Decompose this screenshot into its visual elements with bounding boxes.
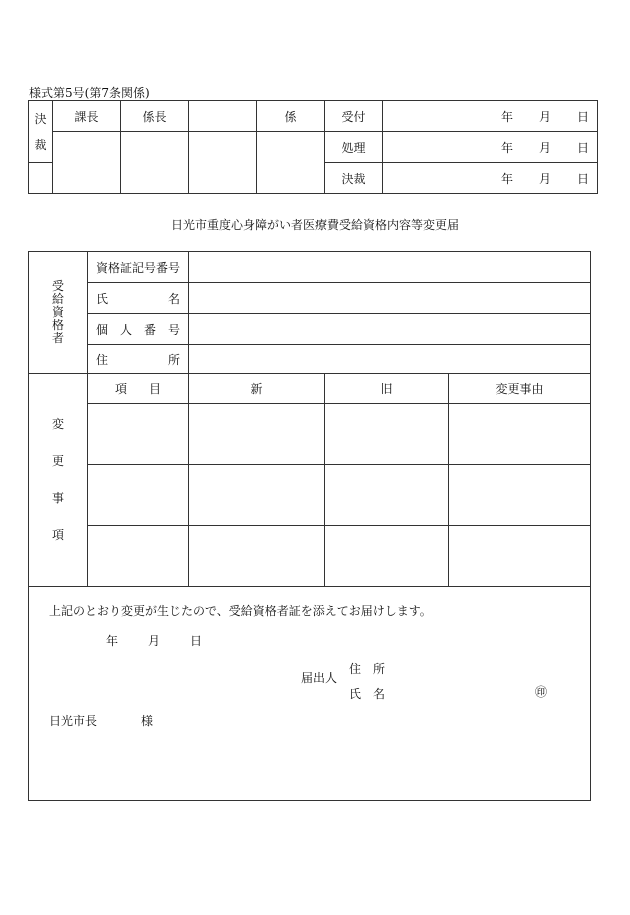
submitter-name-label: 氏 名: [349, 687, 386, 701]
cert-number-label: 資格証記号番号: [88, 252, 189, 283]
submitter-label: 届出人: [301, 671, 338, 685]
eligible-person-label: 受 給 資 格 者: [29, 252, 88, 374]
address-field[interactable]: [189, 345, 591, 374]
personal-number-field[interactable]: [189, 314, 591, 345]
received-date[interactable]: 年 月 日: [383, 101, 598, 132]
column-item: 項 目: [88, 374, 189, 404]
change-row-3-new[interactable]: [189, 526, 325, 587]
processed-date[interactable]: 年 月 日: [383, 132, 598, 163]
header-section-chief: 課長: [53, 101, 121, 132]
change-row-2-item[interactable]: [88, 465, 189, 526]
change-row-1-old[interactable]: [325, 404, 449, 465]
main-form-table: [28, 251, 591, 801]
form-number: 様式第5号(第7条関係): [29, 86, 150, 100]
column-reason: 変更事由: [449, 374, 591, 404]
change-row-3-reason[interactable]: [449, 526, 591, 587]
change-row-2-new[interactable]: [189, 465, 325, 526]
approval-side-label: 決 裁: [29, 101, 53, 163]
header-subsection-chief: 係長: [121, 101, 189, 132]
stamp-staff[interactable]: [257, 132, 325, 194]
change-row-2-reason[interactable]: [449, 465, 591, 526]
stamp-subsection-chief[interactable]: [121, 132, 189, 194]
change-row-1-new[interactable]: [189, 404, 325, 465]
document-title: 日光市重度心身障がい者医療費受給資格内容等変更届: [170, 218, 459, 232]
row-label-approved: 決裁: [325, 163, 383, 194]
stamp-section-chief[interactable]: [53, 132, 121, 194]
name-field[interactable]: [189, 283, 591, 314]
submission-date[interactable]: 年 月 日: [106, 634, 203, 648]
row-label-processed: 処理: [325, 132, 383, 163]
personal-number-label: 個 人 番 号: [88, 314, 189, 345]
change-row-1-reason[interactable]: [449, 404, 591, 465]
header-staff: 係: [257, 101, 325, 132]
change-row-3-item[interactable]: [88, 526, 189, 587]
seal-mark: ㊞: [535, 685, 548, 699]
mayor-addressee: 日光市長: [49, 714, 98, 728]
change-row-3-old[interactable]: [325, 526, 449, 587]
submitter-address-label: 住 所: [349, 662, 386, 676]
address-label: 住 所: [88, 345, 189, 374]
column-new: 新: [189, 374, 325, 404]
row-label-received: 受付: [325, 101, 383, 132]
honorific: 様: [141, 714, 154, 728]
statement-text: 上記のとおり変更が生じたので、受給資格者証を添えてお届けします。: [49, 604, 432, 618]
approval-corner: [29, 163, 53, 194]
name-label: 氏 名: [88, 283, 189, 314]
stamp-blank[interactable]: [189, 132, 257, 194]
approved-date[interactable]: 年 月 日: [383, 163, 598, 194]
approval-table: [28, 100, 598, 194]
cert-number-field[interactable]: [189, 252, 591, 283]
column-old: 旧: [325, 374, 449, 404]
change-row-1-item[interactable]: [88, 404, 189, 465]
statement-section: [29, 587, 591, 801]
change-row-2-old[interactable]: [325, 465, 449, 526]
header-blank: [189, 101, 257, 132]
change-items-label: 変 更 事 項: [29, 374, 88, 587]
